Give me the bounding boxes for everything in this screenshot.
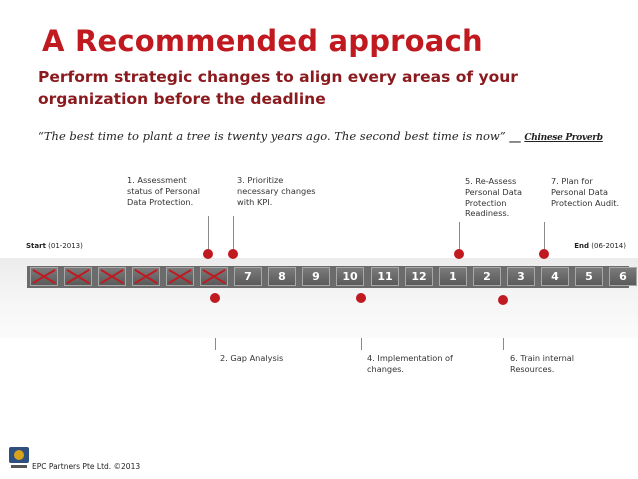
milestone-5-marker bbox=[454, 249, 464, 259]
cross-mark-icon bbox=[31, 268, 57, 285]
milestone-2-marker bbox=[210, 293, 220, 303]
end-date: (06-2014) bbox=[591, 242, 626, 250]
timeline-end bbox=[574, 242, 626, 250]
milestone-3-text: 3. Prioritize necessary changes with KPI. bbox=[237, 175, 316, 207]
milestone-1-text: 1. Assessment status of Personal Data Protection. bbox=[127, 175, 201, 207]
month-cell-completed bbox=[166, 267, 194, 286]
milestone-7-marker bbox=[539, 249, 549, 259]
month-cell-completed bbox=[200, 267, 228, 286]
month-cell: 8 bbox=[268, 267, 296, 286]
month-cell-completed bbox=[30, 267, 58, 286]
timeline-start bbox=[26, 242, 83, 250]
milestone-2-text: 2. Gap Analysis bbox=[220, 353, 284, 363]
milestone-3-marker bbox=[228, 249, 238, 259]
cross-mark-icon bbox=[99, 268, 125, 285]
month-cell: 2 bbox=[473, 267, 501, 286]
start-date: (01-2013) bbox=[48, 242, 83, 250]
milestone-6-text: 6. Train internal Resources. bbox=[510, 353, 575, 374]
month-cell: 7 bbox=[234, 267, 262, 286]
month-cell-completed bbox=[132, 267, 160, 286]
company-logo-icon bbox=[8, 445, 30, 471]
month-cell: 1 bbox=[439, 267, 467, 286]
quote-author: Chinese Proverb bbox=[524, 133, 603, 143]
month-cell: 11 bbox=[371, 267, 399, 286]
month-cell-completed bbox=[98, 267, 126, 286]
month-cell: 9 bbox=[302, 267, 330, 286]
milestone-6-marker bbox=[498, 295, 508, 305]
milestone-4-text: 4. Implementation of changes. bbox=[367, 353, 453, 374]
month-cell: 5 bbox=[575, 267, 603, 286]
milestone-7-text: 7. Plan for Personal Data Protection Audit. bbox=[551, 176, 620, 208]
cross-mark-icon bbox=[167, 268, 193, 285]
milestone-4-marker bbox=[356, 293, 366, 303]
footer-copyright: EPC Partners Pte Ltd. ©2013 bbox=[32, 462, 141, 471]
milestone-1-marker bbox=[203, 249, 213, 259]
milestone-5-text: 5. Re-Assess Personal Data Protection Readiness. bbox=[465, 176, 522, 219]
month-cell: 10 bbox=[336, 267, 364, 286]
month-cell-completed bbox=[64, 267, 92, 286]
month-cell: 3 bbox=[507, 267, 535, 286]
cross-mark-icon bbox=[201, 268, 227, 285]
end-label: End bbox=[574, 242, 590, 250]
start-label: Start bbox=[26, 242, 46, 250]
month-cell: 4 bbox=[541, 267, 569, 286]
quote-dash: __ bbox=[509, 129, 521, 143]
proverb-quote bbox=[38, 129, 603, 143]
month-cell: 6 bbox=[609, 267, 637, 286]
cross-mark-icon bbox=[133, 268, 159, 285]
slide-subtitle: Perform strategic changes to align every areas of your organization before the deadline bbox=[38, 68, 518, 108]
month-cell: 12 bbox=[405, 267, 433, 286]
slide-title: A Recommended approach bbox=[42, 24, 483, 58]
quote-text: “The best time to plant a tree is twenty years ago. The second best time is now” bbox=[38, 129, 506, 143]
cross-mark-icon bbox=[65, 268, 91, 285]
